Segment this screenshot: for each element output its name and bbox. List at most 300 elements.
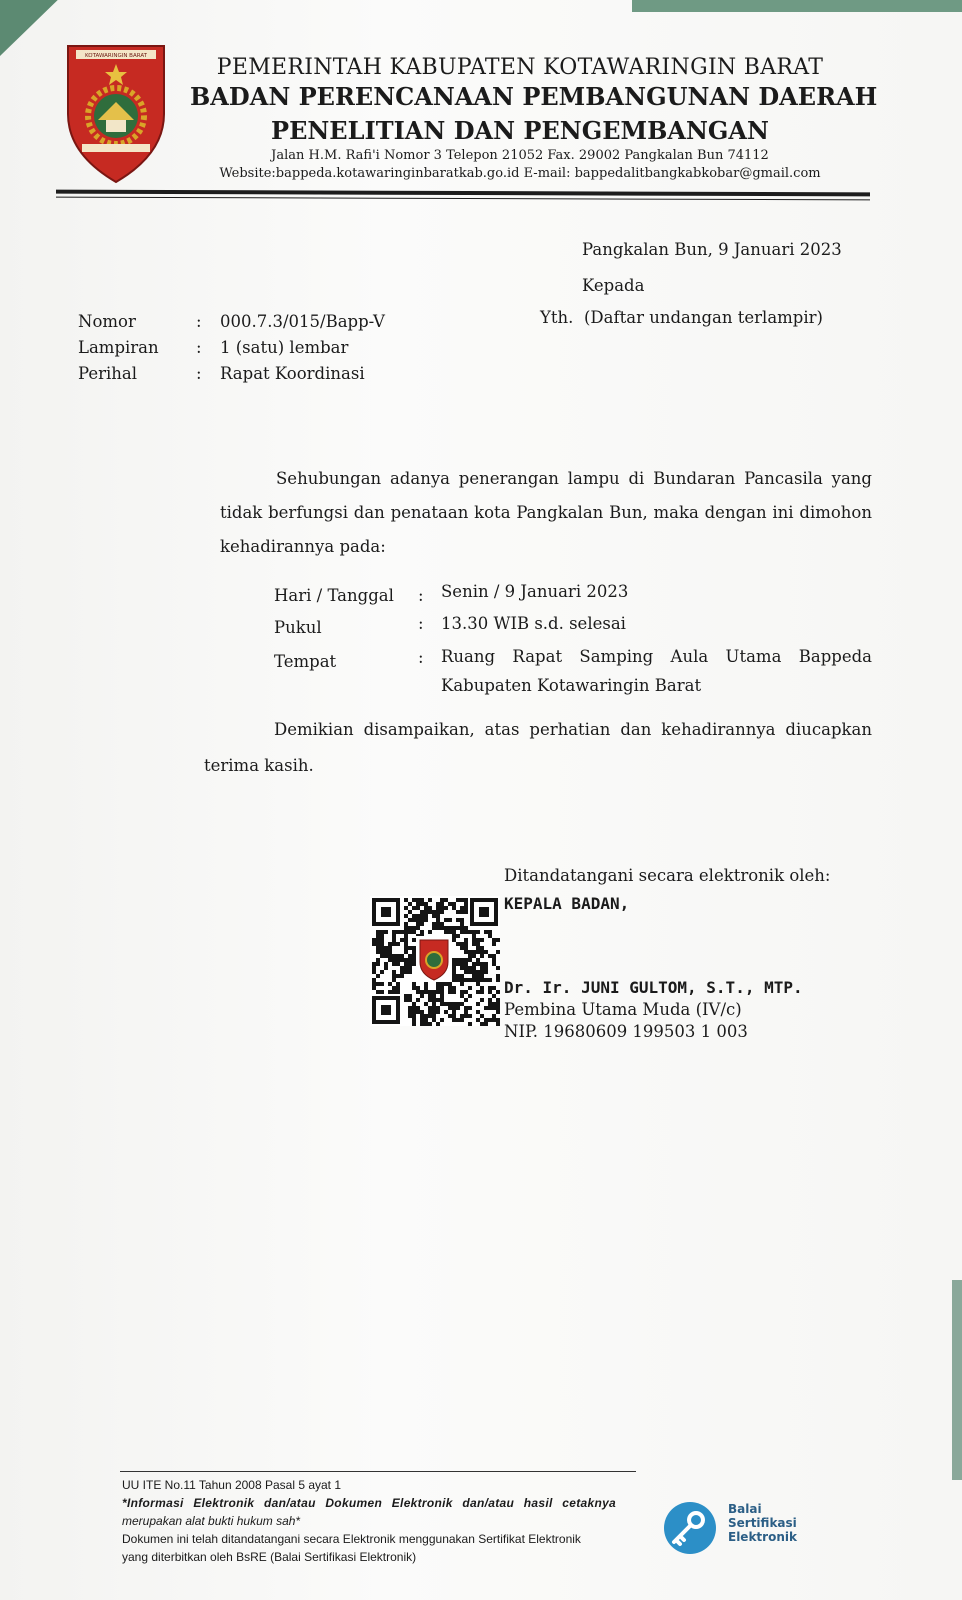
detail-place-colon: : — [418, 648, 424, 667]
detail-date-value: Senin / 9 Januari 2023 — [441, 582, 629, 601]
qr-module — [392, 954, 396, 958]
qr-module — [408, 918, 412, 922]
qr-module — [496, 1002, 500, 1006]
qr-module — [392, 958, 396, 962]
qr-module — [448, 1014, 452, 1018]
qr-module — [480, 990, 484, 994]
qr-module — [432, 990, 436, 994]
qr-module — [468, 978, 472, 982]
qr-module — [460, 942, 464, 946]
qr-module — [428, 898, 432, 902]
qr-module — [460, 966, 464, 970]
qr-module — [436, 922, 440, 926]
qr-module — [376, 982, 380, 986]
qr-module — [452, 1014, 456, 1018]
qr-module — [464, 962, 468, 966]
qr-module — [380, 934, 384, 938]
yth-label: Yth. — [540, 308, 574, 327]
qr-module — [496, 978, 500, 982]
qr-module — [388, 990, 392, 994]
qr-module — [456, 1002, 460, 1006]
qr-module — [496, 974, 500, 978]
qr-module — [404, 970, 408, 974]
qr-module — [436, 910, 440, 914]
qr-module — [408, 902, 412, 906]
qr-module — [496, 1006, 500, 1010]
qr-module — [392, 990, 396, 994]
qr-module — [432, 1006, 436, 1010]
qr-module — [492, 942, 496, 946]
qr-module — [420, 918, 424, 922]
qr-module — [488, 1002, 492, 1006]
qr-module — [384, 950, 388, 954]
qr-module — [488, 978, 492, 982]
qr-module — [412, 962, 416, 966]
qr-module — [452, 938, 456, 942]
detail-time-label: Pukul — [274, 618, 322, 637]
qr-module — [404, 966, 408, 970]
letterhead-address: Jalan H.M. Rafi'i Nomor 3 Telepon 21052 Fax. 29002 Pangkalan Bun 74112 — [271, 148, 769, 163]
qr-module — [444, 906, 448, 910]
qr-module — [452, 934, 456, 938]
qr-module — [452, 1010, 456, 1014]
qr-module — [464, 902, 468, 906]
qr-module — [380, 930, 384, 934]
qr-module — [476, 1018, 480, 1022]
qr-module — [396, 962, 400, 966]
qr-module — [452, 970, 456, 974]
qr-module — [404, 930, 408, 934]
qr-module — [392, 974, 396, 978]
qr-module — [396, 982, 400, 986]
qr-module — [456, 942, 460, 946]
qr-module — [416, 998, 420, 1002]
qr-module — [412, 946, 416, 950]
qr-module — [484, 970, 488, 974]
qr-module — [404, 922, 408, 926]
qr-module — [444, 1010, 448, 1014]
qr-module — [380, 950, 384, 954]
qr-module — [488, 930, 492, 934]
qr-module — [452, 958, 456, 962]
qr-module — [456, 962, 460, 966]
qr-module — [480, 986, 484, 990]
nomor-value: 000.7.3/015/Bapp-V — [220, 312, 385, 331]
qr-module — [444, 926, 448, 930]
qr-module — [468, 954, 472, 958]
qr-module — [488, 1018, 492, 1022]
qr-module — [420, 1014, 424, 1018]
qr-module — [464, 1010, 468, 1014]
qr-module — [376, 958, 380, 962]
qr-module — [464, 942, 468, 946]
qr-module — [408, 1006, 412, 1010]
qr-module — [424, 986, 428, 990]
qr-module — [464, 978, 468, 982]
body-paragraph-closing: Demikian disampaikan, atas perhatian dan kehadirannya diucapkan terima kasih. — [204, 720, 872, 775]
qr-module — [452, 978, 456, 982]
qr-module — [480, 1014, 484, 1018]
qr-module — [456, 910, 460, 914]
qr-module — [428, 998, 432, 1002]
qr-module — [460, 946, 464, 950]
qr-module — [452, 926, 456, 930]
qr-module — [428, 1014, 432, 1018]
qr-module — [468, 950, 472, 954]
qr-module — [472, 930, 476, 934]
qr-module — [400, 966, 404, 970]
qr-module — [432, 914, 436, 918]
qr-module — [404, 938, 408, 942]
qr-module — [444, 918, 448, 922]
qr-module — [468, 970, 472, 974]
qr-module — [468, 930, 472, 934]
qr-module — [404, 914, 408, 918]
qr-module — [408, 910, 412, 914]
qr-module — [492, 1002, 496, 1006]
qr-module — [476, 946, 480, 950]
qr-module — [404, 962, 408, 966]
qr-module — [436, 1006, 440, 1010]
footer-divider — [120, 1471, 636, 1472]
qr-module — [388, 942, 392, 946]
qr-module — [496, 1022, 500, 1026]
qr-module — [416, 918, 420, 922]
qr-module — [496, 938, 500, 942]
qr-module — [436, 986, 440, 990]
qr-module — [372, 942, 376, 946]
qr-module — [464, 950, 468, 954]
qr-module — [492, 1018, 496, 1022]
qr-module — [392, 978, 396, 982]
signer-rank: Pembina Utama Muda (IV/c) — [504, 1000, 742, 1019]
qr-module — [448, 902, 452, 906]
footer-quote-line2: merupakan alat bukti hukum sah* — [122, 1514, 301, 1528]
qr-module — [432, 926, 436, 930]
qr-module — [448, 930, 452, 934]
qr-module — [412, 986, 416, 990]
qr-module — [460, 958, 464, 962]
qr-module — [492, 986, 496, 990]
qr-module — [472, 962, 476, 966]
qr-module — [424, 902, 428, 906]
qr-module — [472, 942, 476, 946]
qr-module — [476, 962, 480, 966]
qr-module — [460, 906, 464, 910]
qr-module — [484, 1018, 488, 1022]
qr-code-signature — [370, 896, 500, 1026]
qr-module — [388, 946, 392, 950]
qr-module — [460, 1002, 464, 1006]
qr-module — [476, 1002, 480, 1006]
qr-module — [376, 930, 380, 934]
qr-module — [388, 958, 392, 962]
qr-module — [424, 906, 428, 910]
kepada-label: Kepada — [582, 276, 645, 295]
qr-module — [472, 950, 476, 954]
footer-quote-line1: *Informasi Elektronik dan/atau Dokumen Elektronik dan/atau hasil cetaknya — [122, 1496, 617, 1510]
qr-module — [452, 902, 456, 906]
qr-module — [496, 950, 500, 954]
qr-module — [376, 938, 380, 942]
qr-module — [476, 978, 480, 982]
qr-module — [412, 982, 416, 986]
qr-module — [376, 946, 380, 950]
qr-module — [452, 1018, 456, 1022]
qr-module — [404, 942, 408, 946]
desk-background-edge — [952, 1280, 962, 1480]
qr-module — [496, 998, 500, 1002]
qr-module — [432, 1018, 436, 1022]
qr-module — [384, 966, 388, 970]
qr-module — [380, 970, 384, 974]
qr-module — [420, 914, 424, 918]
qr-module — [452, 930, 456, 934]
qr-module — [392, 970, 396, 974]
qr-module — [476, 958, 480, 962]
lampiran-colon: : — [196, 338, 202, 357]
qr-module — [468, 1014, 472, 1018]
qr-module — [436, 926, 440, 930]
nomor-label: Nomor — [78, 312, 136, 331]
qr-module — [424, 1018, 428, 1022]
qr-module — [464, 906, 468, 910]
qr-module — [448, 986, 452, 990]
qr-module — [404, 958, 408, 962]
qr-module — [424, 1014, 428, 1018]
qr-module — [448, 1002, 452, 1006]
qr-module — [404, 950, 408, 954]
qr-module — [460, 994, 464, 998]
qr-module — [452, 974, 456, 978]
signed-by-label: Ditandatangani secara elektronik oleh: — [504, 866, 831, 885]
qr-module — [436, 998, 440, 1002]
qr-module — [492, 994, 496, 998]
detail-place-value-line2: Kabupaten Kotawaringin Barat — [441, 676, 702, 695]
lampiran-label: Lampiran — [78, 338, 159, 357]
qr-module — [424, 1022, 428, 1026]
qr-module — [376, 942, 380, 946]
qr-module — [408, 962, 412, 966]
footer-note-line1: Dokumen ini telah ditandatangani secara Elektronik menggunakan Sertifikat Elektronik — [122, 1532, 581, 1546]
qr-module — [460, 1014, 464, 1018]
qr-module — [412, 918, 416, 922]
qr-module — [480, 978, 484, 982]
bsre-logo-icon — [662, 1500, 718, 1556]
bsre-text-balai: Balai — [728, 1502, 762, 1516]
qr-module — [428, 930, 432, 934]
qr-module — [432, 1014, 436, 1018]
qr-module — [436, 982, 440, 986]
qr-module — [440, 898, 444, 902]
regency-coat-of-arms-logo — [62, 36, 170, 184]
qr-module — [384, 946, 388, 950]
qr-module — [468, 1022, 472, 1026]
qr-module — [408, 958, 412, 962]
qr-module — [420, 994, 424, 998]
qr-module — [416, 986, 420, 990]
qr-module — [372, 938, 376, 942]
qr-module — [436, 1010, 440, 1014]
qr-module — [488, 1006, 492, 1010]
qr-module — [480, 974, 484, 978]
qr-module — [416, 906, 420, 910]
qr-module — [464, 998, 468, 1002]
qr-module — [400, 974, 404, 978]
qr-module — [480, 938, 484, 942]
detail-place-value: Ruang Rapat Samping Aula Utama Bappeda — [441, 647, 872, 666]
qr-module — [480, 966, 484, 970]
qr-module — [412, 898, 416, 902]
qr-module — [472, 970, 476, 974]
detail-place-label: Tempat — [274, 652, 337, 671]
qr-module — [468, 994, 472, 998]
qr-module — [416, 902, 420, 906]
qr-module — [412, 926, 416, 930]
qr-module — [408, 966, 412, 970]
qr-module — [452, 1002, 456, 1006]
qr-module — [420, 930, 424, 934]
qr-module — [424, 918, 428, 922]
qr-module — [480, 954, 484, 958]
perihal-label: Perihal — [78, 364, 138, 383]
qr-module — [492, 1014, 496, 1018]
qr-module — [408, 930, 412, 934]
detail-time-colon: : — [418, 614, 424, 633]
qr-module — [412, 1014, 416, 1018]
qr-module — [372, 970, 376, 974]
qr-module — [460, 898, 464, 902]
qr-module — [440, 910, 444, 914]
qr-module — [440, 990, 444, 994]
qr-module — [436, 914, 440, 918]
qr-module — [444, 982, 448, 986]
qr-module — [432, 998, 436, 1002]
qr-module — [408, 946, 412, 950]
qr-module — [464, 938, 468, 942]
qr-module — [492, 954, 496, 958]
qr-module — [408, 926, 412, 930]
letterhead-agency-name: BADAN PERENCANAAN PEMBANGUNAN DAERAH — [190, 82, 878, 111]
qr-module — [492, 938, 496, 942]
qr-module — [436, 902, 440, 906]
qr-module — [452, 986, 456, 990]
qr-module — [432, 910, 436, 914]
qr-module — [464, 1006, 468, 1010]
bsre-text-elektronik: Elektronik — [728, 1530, 797, 1544]
qr-module — [428, 1022, 432, 1026]
qr-module — [456, 978, 460, 982]
qr-module — [464, 966, 468, 970]
qr-module — [484, 978, 488, 982]
qr-module — [480, 970, 484, 974]
qr-module — [472, 978, 476, 982]
qr-module — [416, 922, 420, 926]
qr-module — [432, 1010, 436, 1014]
qr-module — [396, 954, 400, 958]
qr-module — [436, 990, 440, 994]
bsre-text-sertifikasi: Sertifikasi — [728, 1516, 797, 1530]
qr-module — [496, 1010, 500, 1014]
body-paragraph-intro: Sehubungan adanya penerangan lampu di Bundaran Pancasila yang tidak berfungsi dan penataan kota Pangkalan Bun, maka dengan ini dimohon kehadirannya pada: — [220, 469, 872, 556]
qr-module — [444, 1002, 448, 1006]
qr-module — [376, 974, 380, 978]
qr-module — [452, 990, 456, 994]
qr-module — [412, 906, 416, 910]
desk-background — [632, 0, 962, 12]
qr-module — [396, 930, 400, 934]
qr-module — [480, 950, 484, 954]
qr-module — [484, 962, 488, 966]
qr-module — [464, 926, 468, 930]
qr-module — [420, 898, 424, 902]
qr-module — [380, 946, 384, 950]
qr-module — [428, 994, 432, 998]
qr-module — [396, 974, 400, 978]
qr-module — [380, 938, 384, 942]
qr-module — [440, 1002, 444, 1006]
qr-module — [476, 990, 480, 994]
qr-module — [392, 942, 396, 946]
qr-module — [372, 986, 376, 990]
qr-module — [456, 934, 460, 938]
qr-module — [412, 938, 416, 942]
qr-module — [468, 958, 472, 962]
qr-module — [452, 906, 456, 910]
qr-module — [456, 918, 460, 922]
qr-module — [416, 1006, 420, 1010]
qr-module — [492, 962, 496, 966]
qr-module — [400, 958, 404, 962]
qr-module — [476, 942, 480, 946]
qr-module — [484, 930, 488, 934]
qr-module — [444, 898, 448, 902]
qr-module — [464, 898, 468, 902]
qr-module — [468, 966, 472, 970]
perihal-colon: : — [196, 364, 202, 383]
qr-module — [460, 1018, 464, 1022]
qr-module — [460, 978, 464, 982]
qr-module — [376, 990, 380, 994]
qr-module — [372, 978, 376, 982]
qr-module — [476, 950, 480, 954]
detail-time-value: 13.30 WIB s.d. selesai — [441, 614, 626, 633]
qr-module — [380, 990, 384, 994]
signer-nip: NIP. 19680609 199503 1 003 — [504, 1022, 748, 1041]
qr-module — [380, 954, 384, 958]
qr-module — [396, 986, 400, 990]
qr-module — [424, 914, 428, 918]
qr-module — [460, 962, 464, 966]
qr-module — [456, 1018, 460, 1022]
qr-module — [412, 914, 416, 918]
qr-module — [456, 974, 460, 978]
qr-module — [460, 910, 464, 914]
qr-module — [460, 974, 464, 978]
qr-module — [388, 950, 392, 954]
qr-module — [412, 930, 416, 934]
qr-module — [440, 1018, 444, 1022]
qr-module — [420, 922, 424, 926]
qr-module — [428, 990, 432, 994]
qr-module — [440, 982, 444, 986]
qr-module — [396, 942, 400, 946]
qr-module — [440, 926, 444, 930]
letterhead-government-name: PEMERINTAH KABUPATEN KOTAWARINGIN BARAT — [216, 55, 824, 80]
qr-module — [408, 998, 412, 1002]
qr-module — [372, 982, 376, 986]
qr-module — [396, 958, 400, 962]
